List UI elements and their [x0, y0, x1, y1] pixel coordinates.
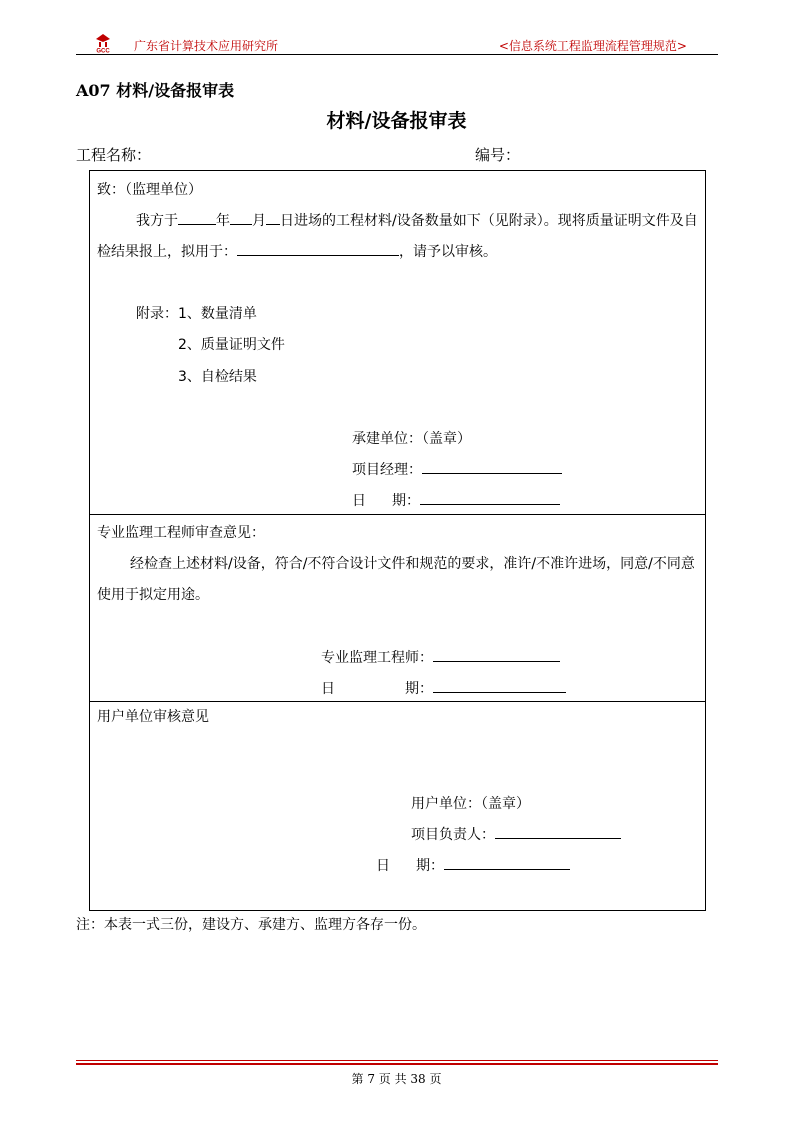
- engineer-label: 专业监理工程师：: [321, 650, 433, 666]
- attachment-item: 3、自检结果: [178, 369, 257, 385]
- date-label-period: 期：: [392, 493, 420, 509]
- approval-form-table: [89, 170, 706, 911]
- entry-year-blank[interactable]: [178, 210, 216, 225]
- project-manager-label: 项目经理：: [352, 462, 422, 478]
- project-name-label: 工程名称：: [76, 146, 152, 164]
- section-code: A07 材料/设备报审表: [76, 81, 235, 100]
- date-label-day: 日: [352, 493, 366, 509]
- footer-divider-thick: [76, 1063, 718, 1065]
- page-number: 第 7 页 共 38 页: [351, 1072, 442, 1086]
- engineer-signature-blank[interactable]: [433, 647, 560, 662]
- supervisor-date-field: [321, 678, 566, 698]
- year-label: 年: [216, 213, 230, 229]
- supervisor-opinion-line-1: 经检查上述材料/设备，符合/不符合设计文件和规范的要求，准许/不准许进场，同意/不同意: [130, 556, 695, 572]
- contractor-date-blank[interactable]: [420, 490, 560, 505]
- entry-month-blank[interactable]: [230, 210, 252, 225]
- intended-use-blank[interactable]: [237, 241, 399, 256]
- user-section-title: 用户单位审核意见: [97, 709, 209, 725]
- project-lead-field: [411, 824, 621, 844]
- supervisor-section-title: 专业监理工程师审查意见：: [97, 525, 265, 541]
- contractor-unit-label: 承建单位：（盖章）: [352, 431, 471, 447]
- supervisor-date-blank[interactable]: [433, 678, 566, 693]
- footnote: 注：本表一式三份，建设方、承建方、监理方各存一份。: [76, 917, 426, 933]
- date-label-day: 日: [376, 858, 390, 874]
- logo-text: GCC: [96, 48, 110, 53]
- declaration-line-1: [136, 210, 698, 230]
- addressee-label: 致：（监理单位）: [97, 182, 202, 198]
- declaration-body: 日进场的工程材料/设备数量如下（见附录）。现将质量证明文件及自: [280, 213, 698, 229]
- project-manager-blank[interactable]: [422, 459, 562, 474]
- date-label-day: 日: [321, 681, 335, 697]
- engineer-field: [321, 647, 560, 667]
- company-logo: [90, 33, 116, 53]
- project-lead-label: 项目负责人：: [411, 827, 495, 843]
- declaration-prefix: 我方于: [136, 213, 178, 229]
- contractor-date-field: [352, 490, 560, 510]
- serial-number-label: 编号：: [475, 146, 521, 164]
- attachment-item: 1、数量清单: [178, 306, 257, 322]
- user-unit-label: 用户单位：（盖章）: [411, 796, 530, 812]
- footer-divider: [76, 1060, 718, 1061]
- user-date-field: [376, 855, 570, 875]
- organization-name: 广东省计算技术应用研究所: [134, 39, 279, 53]
- date-label-period: 期：: [405, 681, 433, 697]
- section-divider: [90, 514, 705, 515]
- header-divider: [76, 54, 718, 55]
- declaration-line-2: [97, 241, 497, 261]
- project-lead-blank[interactable]: [495, 824, 621, 839]
- month-label: 月: [252, 213, 266, 229]
- intended-use-label: 检结果报上，拟用于：: [97, 244, 237, 260]
- section-divider: [90, 701, 705, 702]
- project-manager-field: [352, 459, 562, 479]
- review-request-text: ，请予以审核。: [399, 244, 497, 260]
- document-title: <信息系统工程监理流程管理规范>: [498, 39, 687, 53]
- date-label-period: 期：: [416, 858, 444, 874]
- user-date-blank[interactable]: [444, 855, 570, 870]
- attachment-item: 2、质量证明文件: [178, 337, 285, 353]
- supervisor-opinion-line-2: 使用于拟定用途。: [97, 587, 209, 603]
- form-title: 材料/设备报审表: [326, 110, 467, 132]
- entry-day-blank[interactable]: [266, 210, 280, 225]
- attachments-label: 附录：: [136, 306, 178, 322]
